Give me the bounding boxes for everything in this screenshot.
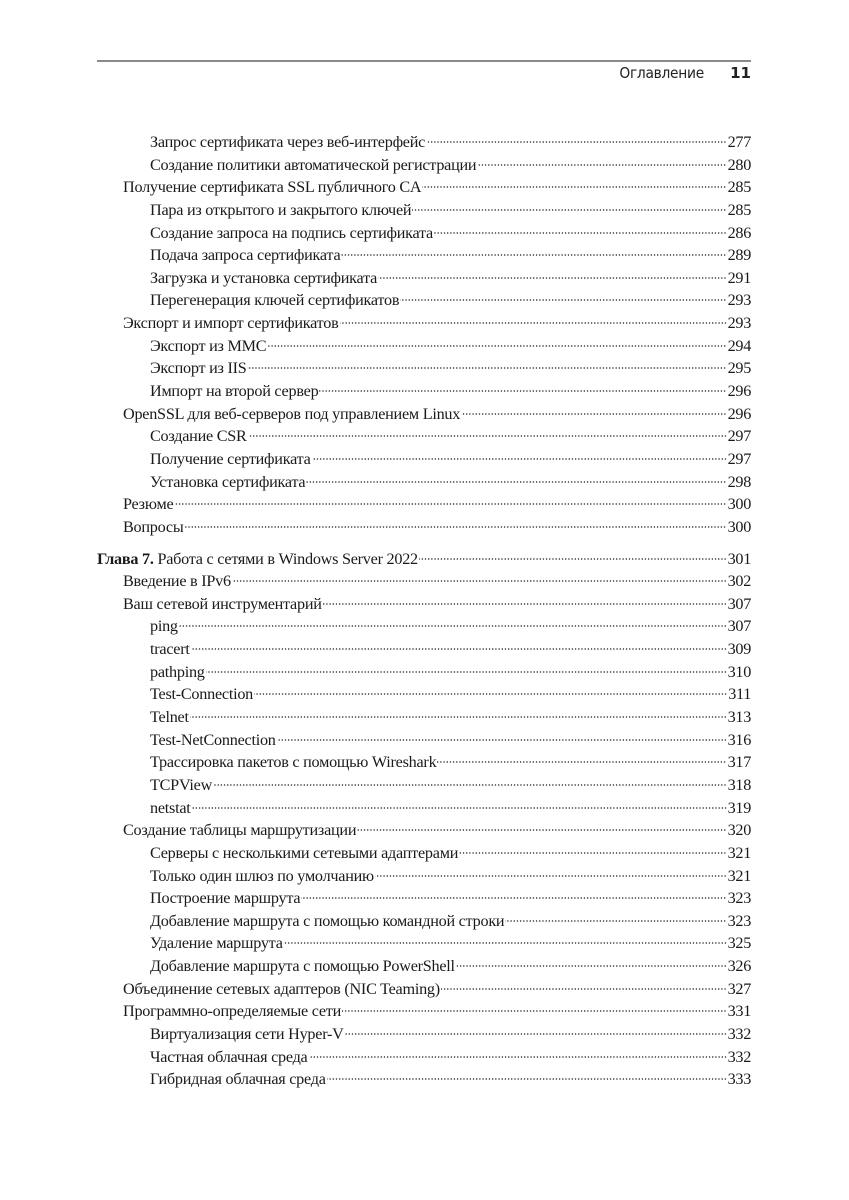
toc-entry[interactable]: [97, 706, 751, 729]
toc-chapter-entry[interactable]: [97, 548, 751, 571]
toc-entry-page: 295: [727, 359, 751, 378]
dot-leader: [477, 163, 726, 167]
toc-entry-page: 317: [727, 753, 751, 772]
toc-entry[interactable]: [97, 199, 751, 222]
toc-entry-label: Частная облачная среда: [150, 1047, 308, 1066]
toc-entry[interactable]: [97, 842, 751, 865]
dot-leader: [461, 412, 727, 416]
toc-entry-label: Загрузка и установка сертификата: [150, 268, 378, 287]
dot-leader: [254, 692, 727, 696]
dot-leader: [456, 964, 727, 968]
dot-leader: [419, 557, 727, 561]
toc-entry-page: 311: [728, 685, 751, 704]
dot-leader: [342, 1009, 727, 1013]
toc-entry[interactable]: [97, 865, 751, 888]
toc-entry-label: Серверы с несколькими сетевыми адаптерами: [150, 843, 459, 862]
toc-entry-label: Telnet: [150, 708, 189, 727]
dot-leader: [437, 760, 726, 764]
dot-leader: [191, 647, 727, 651]
toc-entry[interactable]: [97, 955, 751, 978]
dot-leader: [426, 140, 727, 144]
toc-entry[interactable]: [97, 312, 751, 335]
toc-entry[interactable]: [97, 910, 751, 933]
toc-entry-page: 297: [727, 427, 751, 446]
toc-entry-page: 333: [727, 1070, 751, 1089]
toc-entry-label: Добавление маршрута с помощью командной строки: [150, 911, 505, 930]
toc-entry-label: Построение маршрута: [150, 889, 301, 908]
dot-leader: [319, 389, 726, 393]
toc-entry-page: 325: [727, 934, 751, 953]
toc-entry-label: Экспорт из IIS: [150, 359, 247, 378]
dot-leader: [400, 298, 726, 302]
toc-entry-label: Программно-определяемые сети: [123, 1002, 342, 1021]
toc-entry[interactable]: [97, 774, 751, 797]
toc-entry[interactable]: [97, 1000, 751, 1023]
table-of-contents: [97, 131, 751, 1091]
dot-leader: [327, 1077, 727, 1081]
toc-entry[interactable]: [97, 932, 751, 955]
toc-entry-page: 332: [727, 1047, 751, 1066]
toc-entry-page: 297: [727, 449, 751, 468]
toc-entry-label: Перегенерация ключей сертификатов: [150, 291, 400, 310]
toc-entry-page: 320: [727, 821, 751, 840]
dot-leader: [267, 344, 726, 348]
toc-entry-label: Создание запроса на подпись сертификата: [150, 223, 433, 242]
toc-entry-label: Экспорт и импорт сертификатов: [123, 314, 339, 333]
toc-entry-page: 294: [727, 336, 751, 355]
toc-entry-label: netstat: [150, 798, 191, 817]
toc-entry-label: Получение сертификата: [150, 449, 311, 468]
dot-leader: [357, 828, 726, 832]
dot-leader: [312, 457, 727, 461]
toc-entry-label: Подача запроса сертификата: [150, 246, 341, 265]
toc-entry-label: Запрос сертификата через веб-интерфейс: [150, 133, 426, 151]
toc-entry[interactable]: [97, 1046, 751, 1069]
dot-leader: [412, 208, 726, 212]
chapter-prefix: Глава 7.: [97, 549, 154, 568]
toc-entry-page: 326: [727, 957, 751, 976]
toc-entry-page: 321: [727, 843, 751, 862]
toc-entry[interactable]: [97, 403, 751, 426]
toc-entry-page: 285: [727, 200, 751, 219]
toc-entry-page: 332: [727, 1024, 751, 1043]
toc-entry-label: Введение в IPv6: [123, 572, 231, 591]
toc-entry-page: 313: [727, 708, 751, 727]
toc-entry[interactable]: [97, 661, 751, 684]
toc-entry-page: 302: [727, 572, 751, 591]
dot-leader: [179, 624, 727, 628]
toc-entry[interactable]: [97, 683, 751, 706]
toc-entry-page: 300: [727, 495, 751, 514]
toc-entry-page: 277: [727, 133, 751, 151]
dot-leader: [441, 987, 727, 991]
toc-entry-label: Получение сертификата SSL публичного CA: [123, 178, 422, 197]
toc-entry-page: 316: [727, 730, 751, 749]
toc-entry-label: Гибридная облачная среда: [150, 1070, 326, 1089]
toc-entry[interactable]: [97, 493, 751, 516]
toc-entry[interactable]: [97, 615, 751, 638]
toc-entry[interactable]: [97, 244, 751, 267]
toc-entry-page: 298: [727, 472, 751, 491]
dot-leader: [434, 231, 727, 235]
toc-entry-label: Ваш сетевой инструментарий: [123, 594, 322, 613]
toc-entry-label: Пара из открытого и закрытого ключей: [150, 200, 412, 219]
toc-entry[interactable]: [97, 887, 751, 910]
toc-entry[interactable]: [97, 335, 751, 358]
toc-entry-label: Экспорт из MMC: [150, 336, 267, 355]
toc-entry[interactable]: [97, 593, 751, 616]
toc-entry-page: 291: [727, 268, 751, 287]
dot-leader: [284, 941, 727, 945]
toc-entry-label: Только один шлюз по умолчанию: [150, 866, 374, 885]
toc-entry-page: 319: [727, 798, 751, 817]
running-header: [612, 64, 751, 86]
toc-entry-page: 307: [727, 594, 751, 613]
dot-leader: [378, 276, 727, 280]
toc-entry[interactable]: [97, 751, 751, 774]
toc-entry[interactable]: [97, 819, 751, 842]
toc-entry[interactable]: [97, 448, 751, 471]
toc-entry[interactable]: [97, 154, 751, 177]
toc-entry[interactable]: [97, 570, 751, 593]
toc-entry-label: Резюме: [123, 495, 174, 514]
toc-entry-label: Создание CSR: [150, 427, 247, 446]
toc-entry[interactable]: [97, 176, 751, 199]
toc-entry-label: TCPView: [150, 775, 213, 794]
dot-leader: [277, 738, 727, 742]
toc-entry[interactable]: [97, 425, 751, 448]
toc-entry-label: pathping: [150, 662, 205, 681]
toc-entry-page: 280: [727, 155, 751, 174]
toc-entry-page: 300: [727, 517, 751, 536]
toc-entry-page: 293: [727, 291, 751, 310]
toc-entry[interactable]: [97, 516, 751, 539]
dot-leader: [375, 874, 727, 878]
toc-entry-page: 307: [727, 617, 751, 636]
toc-entry-label: Добавление маршрута с помощью PowerShell: [150, 957, 455, 976]
toc-entry[interactable]: [97, 380, 751, 403]
dot-leader: [301, 896, 726, 900]
toc-entry-page: 321: [727, 866, 751, 885]
toc-entry[interactable]: [97, 729, 751, 752]
toc-entry-label: Вопросы: [123, 517, 184, 536]
dot-leader: [232, 579, 727, 583]
dot-leader: [190, 715, 727, 719]
toc-entry[interactable]: [97, 289, 751, 312]
dot-leader: [247, 366, 726, 370]
toc-entry-label: ping: [150, 617, 178, 636]
toc-entry[interactable]: [97, 978, 751, 1001]
dot-leader: [248, 434, 727, 438]
toc-entry[interactable]: [97, 471, 751, 494]
toc-entry[interactable]: [97, 1023, 751, 1046]
toc-entry-page: 318: [727, 775, 751, 794]
dot-leader: [459, 851, 727, 855]
toc-entry-label: [97, 548, 418, 571]
running-header-title: Оглавление: [619, 64, 705, 82]
toc-entry-page: 331: [727, 1002, 751, 1021]
toc-entry-page: 296: [727, 404, 751, 423]
toc-entry-label: Test-Connection: [150, 685, 254, 704]
toc-entry-page: 323: [727, 911, 751, 930]
toc-entry-page: 296: [727, 382, 751, 401]
toc-entry-label: Виртуализация сети Hyper-V: [150, 1024, 344, 1043]
toc-entry-page: 301: [727, 549, 751, 568]
toc-entry-label: Создание таблицы маршрутизации: [123, 821, 357, 840]
dot-leader: [340, 321, 727, 325]
toc-entry-label: Трассировка пакетов с помощью Wireshark: [150, 753, 437, 772]
dot-leader: [505, 919, 726, 923]
toc-entry-label: Импорт на второй сервер: [150, 382, 319, 401]
toc-entry-label: Удаление маршрута: [150, 934, 283, 953]
dot-leader: [174, 502, 726, 506]
toc-entry-page: 323: [727, 889, 751, 908]
toc-entry[interactable]: [97, 222, 751, 245]
toc-entry-page: 289: [727, 246, 751, 265]
chapter-title: Работа с сетями в Windows Server 2022: [153, 549, 418, 568]
toc-entry-page: 309: [727, 640, 751, 659]
toc-entry[interactable]: [97, 357, 751, 380]
toc-entry-label: Установка сертификата: [150, 472, 306, 491]
toc-entry[interactable]: [97, 1068, 751, 1091]
dot-leader: [206, 670, 727, 674]
toc-entry-page: 310: [727, 662, 751, 681]
dot-leader: [184, 525, 726, 529]
dot-leader: [213, 783, 727, 787]
page-number: 11: [730, 64, 751, 82]
toc-entry[interactable]: [97, 267, 751, 290]
dot-leader: [306, 480, 726, 484]
dot-leader: [323, 602, 727, 606]
dot-leader: [192, 806, 727, 810]
toc-entry-page: 286: [727, 223, 751, 242]
toc-entry[interactable]: [97, 131, 751, 154]
toc-entry-label: tracert: [150, 640, 190, 659]
toc-entry-page: 293: [727, 314, 751, 333]
toc-entry-label: Объединение сетевых адаптеров (NIC Teaming): [123, 979, 440, 998]
toc-entry[interactable]: [97, 797, 751, 820]
toc-entry[interactable]: [97, 638, 751, 661]
dot-leader: [345, 1032, 727, 1036]
dot-leader: [341, 253, 726, 257]
toc-entry-label: Создание политики автоматической регистрации: [150, 155, 477, 174]
toc-entry-page: 285: [727, 178, 751, 197]
dot-leader: [309, 1055, 727, 1059]
toc-entry-label: OpenSSL для веб-серверов под управлением Linux: [123, 404, 461, 423]
toc-entry-label: Test-NetConnection: [150, 730, 276, 749]
dot-leader: [422, 185, 726, 189]
header-rule: [97, 60, 751, 62]
toc-entry-page: 327: [727, 979, 751, 998]
